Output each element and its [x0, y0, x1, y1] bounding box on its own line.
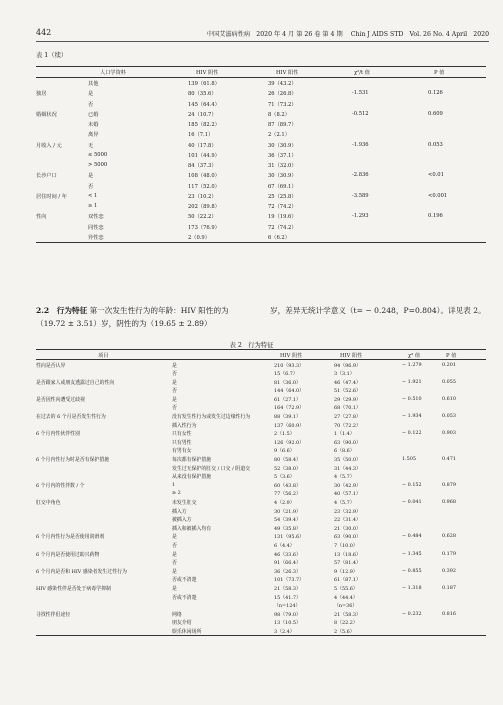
- header-rule: [36, 41, 489, 42]
- table-row: [36, 420, 486, 429]
- table-row: [36, 78, 486, 88]
- table-row: [36, 446, 486, 455]
- page-number: 442: [36, 28, 52, 37]
- table2: [36, 349, 486, 636]
- table1: [36, 66, 486, 243]
- cell-p-value: 0.196: [428, 213, 443, 220]
- cell-hiv-positive: 29（29.9）: [334, 396, 361, 403]
- cell-statistic: -0.512: [352, 110, 369, 117]
- cell-category: > 5000: [88, 162, 108, 168]
- section-text-left: 第一次发生性行为的年龄：HIV 阳性的为（19.72 ± 3.51）岁，阴性的为（19.65 ± 2.89）: [36, 306, 229, 328]
- cell-label: 独居: [36, 91, 47, 98]
- cell-category: 娱乐休闲场所: [172, 628, 202, 635]
- cell-label: 是否因性向遭受过歧视: [36, 396, 85, 403]
- cell-label: 性向是否认异: [36, 362, 66, 369]
- cell-statistic: − 1.279: [402, 361, 422, 368]
- cell-hiv-positive: 7（10.0）: [334, 542, 358, 549]
- cell-p-value: <0.01: [428, 172, 444, 179]
- cell-hiv-negative: 80（58.4）: [274, 457, 301, 464]
- cell-hiv-positive: 2（5.6）: [334, 628, 355, 635]
- table-row: [36, 489, 486, 498]
- header-label: 项目: [98, 352, 109, 359]
- cell-category: 否: [88, 183, 94, 190]
- table-row: [36, 455, 486, 464]
- cell-category: 只有女性: [172, 431, 192, 438]
- cell-statistic: − 0.122: [402, 430, 422, 437]
- cell-p-value: 0.053: [428, 141, 443, 148]
- cell-statistic: -2.836: [352, 172, 369, 179]
- cell-hiv-positive: 51（52.6）: [334, 388, 361, 395]
- cell-p-value: 0.471: [442, 456, 457, 463]
- cell-category: 从来没有保护措施: [172, 474, 212, 481]
- cell-hiv-positive: 61（87.1）: [334, 577, 361, 584]
- cell-category: 是: [88, 91, 94, 98]
- cell-category: 无: [88, 142, 94, 149]
- table-row: [36, 129, 486, 139]
- cell-hiv-negative: 91（66.4）: [274, 560, 301, 567]
- table-row: [36, 170, 486, 180]
- table-row: [36, 369, 486, 378]
- cell-category: 双性恋: [88, 214, 104, 221]
- table-row: [36, 575, 486, 584]
- cell-hiv-positive: 22（31.4）: [334, 517, 361, 524]
- header-statistic: χ²/t 值: [354, 70, 370, 76]
- cell-label: 6 个月内性行为是否使用润滑剂: [36, 534, 105, 541]
- cell-hiv-negative: 2（1.5）: [274, 431, 295, 438]
- table-row: [36, 592, 486, 601]
- cell-hiv-positive: 21（58.3）: [334, 611, 361, 618]
- table-row: [36, 549, 486, 558]
- table-row: [36, 88, 486, 98]
- cell-label: 是否跟家人或朋友透露过自己的性向: [36, 379, 115, 386]
- cell-label: 婚姻状况: [36, 111, 57, 118]
- cell-category: 有男有女: [172, 448, 192, 455]
- table-row: [36, 463, 486, 472]
- cell-statistic: − 1.318: [402, 584, 422, 591]
- cell-hiv-positive: 8（22.2）: [334, 620, 358, 627]
- cell-p-value: 0.610: [442, 395, 457, 402]
- cell-category: 被插入方: [172, 517, 192, 524]
- cell-category: 是: [172, 534, 177, 541]
- cell-p-value: 0.055: [442, 378, 457, 385]
- cell-hiv-positive: 67（69.1）: [268, 183, 297, 190]
- cell-hiv-positive: 87（89.7）: [268, 122, 297, 128]
- section-left-column: [36, 304, 246, 330]
- cell-hiv-positive: 4（5.7）: [334, 474, 355, 481]
- section-right-column: [270, 304, 490, 317]
- cell-category: 插入和被插入均有: [172, 525, 212, 532]
- cell-category: 网络: [172, 611, 182, 618]
- table-row: [36, 506, 486, 515]
- cell-p-value: 0.903: [442, 430, 457, 437]
- cell-hiv-negative: 9（6.6）: [274, 448, 295, 455]
- cell-hiv-negative: 126（92.0）: [274, 439, 305, 446]
- cell-hiv-negative: 101（73.7）: [274, 577, 305, 584]
- cell-hiv-negative: 3（2.4）: [274, 628, 295, 635]
- cell-hiv-positive: 70（72.2）: [334, 422, 361, 429]
- cell-p-value: <0.001: [428, 192, 448, 199]
- table-row: [36, 160, 486, 170]
- cell-category: 每次都有保护措施: [172, 457, 212, 464]
- cell-category: 同性恋: [88, 224, 104, 231]
- cell-category: 否或不清楚: [172, 594, 197, 601]
- table1-caption: 表 1（续）: [36, 52, 68, 59]
- cell-statistic: − 1.934: [402, 413, 422, 420]
- cell-statistic: − 1.345: [402, 550, 422, 557]
- cell-category: ≥ 1: [88, 203, 98, 209]
- cell-hiv-positive: （n=36）: [334, 603, 358, 610]
- cell-category: ≥ 2: [172, 490, 181, 497]
- cell-hiv-positive: 8（8.2）: [268, 111, 290, 118]
- table-row: [36, 429, 486, 438]
- cell-label: 在过去的 6 个月是否发生性行为: [36, 414, 106, 421]
- cell-label: 居住时间 / 年: [36, 193, 67, 200]
- cell-hiv-negative: 24（10.7）: [188, 111, 217, 118]
- cell-category: 朋友介绍: [172, 620, 192, 627]
- table-row: [36, 119, 486, 129]
- table-row: [36, 626, 486, 635]
- cell-hiv-positive: 30（30.9）: [268, 173, 297, 180]
- cell-hiv-positive: 3（3.1）: [334, 371, 355, 378]
- cell-hiv-positive: 68（70.1）: [334, 405, 361, 412]
- cell-hiv-positive: 31（44.3）: [334, 465, 361, 472]
- cell-hiv-negative: 80（35.6）: [188, 91, 217, 98]
- cell-hiv-positive: 4（44.4）: [334, 594, 358, 601]
- cell-hiv-negative: 101（44.9）: [188, 152, 220, 159]
- cell-label: 6 个月内性行为时是否有保护措施: [36, 457, 110, 464]
- cell-statistic: -3.589: [352, 192, 369, 199]
- cell-category: 发生过无保护的肛交 / 口交 / 阴道交: [172, 465, 250, 472]
- cell-statistic: -1.936: [352, 141, 369, 148]
- t2-header-row: [36, 350, 486, 360]
- cell-hiv-negative: 84（37.3）: [188, 163, 217, 169]
- header-statistic: χ² 值: [408, 352, 421, 359]
- cell-p-value: 0.968: [442, 499, 457, 505]
- cell-category: 是: [172, 551, 177, 558]
- cell-category: 是: [88, 173, 94, 180]
- cell-statistic: − 0.484: [402, 533, 422, 540]
- table-row: [36, 140, 486, 150]
- cell-hiv-positive: 63（90.0）: [334, 534, 361, 541]
- cell-hiv-positive: 27（27.8）: [334, 414, 361, 421]
- cell-hiv-negative: 16（7.1）: [188, 132, 214, 139]
- cell-hiv-negative: 40（17.8）: [188, 142, 217, 149]
- cell-label: 寻找性伴侣途径: [36, 611, 71, 618]
- table-row: [36, 472, 486, 481]
- cell-hiv-positive: 30（42.9）: [334, 482, 361, 489]
- cell-hiv-negative: 61（27.1）: [274, 396, 301, 403]
- cell-category: 未发生肛交: [172, 500, 197, 506]
- cell-p-value: 0.816: [442, 610, 457, 617]
- cell-p-value: 0.126: [428, 90, 443, 97]
- cell-hiv-negative: 2（0.9）: [188, 234, 210, 241]
- cell-statistic: − 0.041: [402, 499, 422, 505]
- cell-hiv-positive: 25（25.8）: [268, 193, 297, 200]
- cell-category: 否: [172, 371, 177, 378]
- header-hiv-negative: HIV 阴性: [280, 352, 303, 359]
- section-heading: 2.2 行为特征: [36, 306, 88, 315]
- cell-label: 肛交中角色: [36, 500, 61, 506]
- cell-label: 6 个月内是否使用过助兴药物: [36, 551, 100, 558]
- cell-p-value: 0.879: [442, 481, 457, 488]
- cell-category: 否或不清楚: [172, 577, 197, 584]
- table-row: [36, 360, 486, 369]
- cell-hiv-positive: 31（32.0）: [268, 163, 297, 169]
- cell-hiv-negative: （n=124）: [274, 603, 301, 610]
- table-row: [36, 150, 486, 160]
- cell-hiv-negative: 54（39.4）: [274, 517, 301, 524]
- table-row: [36, 394, 486, 403]
- cell-hiv-positive: 2（2.1）: [268, 132, 290, 139]
- cell-hiv-positive: 23（32.9）: [334, 508, 361, 515]
- cell-category: 是: [172, 396, 177, 403]
- cell-category: 未婚: [88, 122, 99, 128]
- header-p-value: P 值: [434, 70, 445, 76]
- cell-hiv-negative: 98（79.0）: [274, 611, 301, 618]
- table-row: [36, 601, 486, 610]
- cell-category: 是: [172, 568, 177, 575]
- cell-hiv-negative: 145（64.4）: [188, 101, 220, 108]
- journal-header-text: 中国艾滋病性病 2020 年 4 月 第 26 卷 第 4 期 Chin J AIDS STD Vol. 26 No. 4 April 2020: [206, 31, 489, 38]
- cell-category: 否: [172, 542, 177, 549]
- cell-hiv-negative: 6（4.4）: [274, 542, 295, 549]
- table-row: [36, 558, 486, 567]
- table-row: [36, 583, 486, 592]
- table2-caption: 表 2 行为特征: [229, 342, 274, 349]
- t1-header-row: [36, 67, 486, 78]
- cell-p-value: 0.201: [442, 361, 457, 368]
- table-row: [36, 403, 486, 412]
- cell-hiv-positive: 72（74.2）: [268, 224, 297, 231]
- cell-label: 长沙户口: [36, 173, 57, 180]
- cell-hiv-positive: 6（6.2）: [268, 234, 290, 241]
- table-row: [36, 232, 486, 242]
- cell-category: 否: [172, 388, 177, 395]
- cell-statistic: − 0.152: [402, 481, 422, 488]
- table-row: [36, 99, 486, 109]
- cell-hiv-negative: 173（76.9）: [188, 224, 220, 231]
- cell-category: 离异: [88, 132, 99, 139]
- cell-category: 只有男性: [172, 439, 192, 446]
- header-label: 人口学资料: [100, 70, 126, 76]
- cell-hiv-positive: 6（8.6）: [334, 448, 355, 455]
- cell-label: 6 个月内性伙伴性别: [36, 431, 80, 438]
- cell-hiv-positive: 26（26.8）: [268, 91, 297, 98]
- cell-hiv-negative: 13（10.5）: [274, 620, 301, 627]
- cell-category: < 1: [88, 192, 98, 199]
- section-text-right: 岁，差异无统计学意义（t= − 0.248，P=0.804）。详见表 2。: [270, 306, 486, 315]
- table-row: [36, 412, 486, 421]
- cell-hiv-negative: 4（2.9）: [274, 500, 295, 506]
- cell-hiv-negative: 23（10.2）: [188, 193, 217, 200]
- table-row: [36, 523, 486, 532]
- cell-statistic: − 0.510: [402, 395, 422, 402]
- cell-statistic: − 0.855: [402, 567, 422, 574]
- header-hiv-negative: HIV 阴性: [196, 70, 219, 76]
- cell-category: ≤ 5000: [88, 151, 108, 158]
- cell-hiv-positive: 30（30.9）: [268, 142, 297, 149]
- cell-hiv-positive: 94（96.9）: [334, 362, 361, 369]
- cell-category: 其他: [88, 81, 99, 87]
- cell-statistic: − 0.232: [402, 610, 422, 617]
- cell-hiv-negative: 60（43.8）: [274, 482, 301, 489]
- table-row: [36, 377, 486, 386]
- cell-hiv-negative: 15（6.7）: [274, 371, 298, 378]
- table-row: [36, 566, 486, 575]
- cell-label: HIV 感染性伴是否处于病毒学抑制: [36, 585, 111, 592]
- table-row: [36, 540, 486, 549]
- cell-hiv-negative: 5（3.6）: [274, 474, 295, 481]
- table-row: [36, 181, 486, 191]
- cell-p-value: 0.187: [442, 584, 457, 591]
- table-row: [36, 480, 486, 489]
- cell-category: 1: [172, 481, 176, 488]
- cell-hiv-positive: 9（12.9）: [334, 568, 358, 575]
- table-row: [36, 109, 486, 119]
- cell-p-value: 0.053: [442, 413, 457, 420]
- running-header: [36, 28, 489, 40]
- cell-category: 已婚: [88, 111, 99, 118]
- cell-hiv-negative: 202（89.8）: [188, 204, 220, 210]
- cell-hiv-positive: 4（5.7）: [334, 500, 355, 506]
- table-row: [36, 386, 486, 395]
- table-row: [36, 618, 486, 627]
- cell-hiv-negative: 88（39.1）: [274, 414, 301, 421]
- cell-hiv-negative: 21（58.3）: [274, 585, 301, 592]
- table-row: [36, 191, 486, 201]
- cell-p-value: 0.179: [442, 550, 457, 557]
- cell-hiv-negative: 49（35.8）: [274, 525, 301, 532]
- cell-hiv-positive: 72（74.2）: [268, 204, 297, 210]
- cell-category: 否: [172, 405, 177, 412]
- cell-hiv-negative: 77（56.2）: [274, 491, 301, 498]
- cell-hiv-negative: 15（41.7）: [274, 594, 301, 601]
- cell-hiv-positive: 5（55.6）: [334, 585, 358, 592]
- cell-hiv-positive: 57（81.4）: [334, 560, 361, 567]
- cell-category: 是: [172, 585, 177, 592]
- cell-hiv-negative: 52（38.0）: [274, 465, 301, 472]
- cell-hiv-negative: 139（61.8）: [188, 81, 220, 87]
- cell-statistic: -1.531: [352, 90, 369, 97]
- cell-label: 6 个月内的性伴数 / 个: [36, 482, 85, 489]
- cell-statistic: − 1.921: [402, 378, 422, 385]
- cell-hiv-positive: 39（43.2）: [268, 81, 297, 87]
- header-p-value: P 值: [446, 352, 457, 359]
- cell-category: 插入性行为: [172, 422, 197, 429]
- cell-hiv-negative: 131（95.6）: [274, 534, 305, 541]
- cell-p-value: 0.628: [442, 533, 457, 540]
- table-row: [36, 211, 486, 221]
- cell-category: 没有发生性行为或发生过边缘性行为: [172, 414, 251, 421]
- cell-label: 月收入 / 元: [36, 142, 62, 149]
- cell-p-value: 0.609: [428, 110, 443, 117]
- cell-hiv-negative: 50（22.2）: [188, 214, 217, 221]
- cell-hiv-positive: 71（73.2）: [268, 101, 297, 108]
- cell-hiv-negative: 108（48.0）: [188, 173, 220, 180]
- cell-hiv-positive: 63（90.0）: [334, 439, 361, 446]
- cell-statistic: 1.505: [402, 456, 417, 463]
- cell-category: 是: [172, 379, 177, 386]
- cell-category: 插入方: [172, 508, 187, 515]
- cell-hiv-positive: 19（19.6）: [268, 214, 297, 221]
- cell-hiv-negative: 185（82.2）: [188, 122, 220, 128]
- cell-hiv-negative: 164（72.9）: [274, 405, 305, 412]
- cell-category: 否: [88, 101, 94, 108]
- cell-hiv-negative: 137（60.9）: [274, 422, 305, 429]
- cell-label: 6 个月内是否和 HIV 感染者发生过性行为: [36, 568, 127, 575]
- cell-hiv-negative: 144（64.0）: [274, 388, 305, 395]
- cell-hiv-negative: 30（21.9）: [274, 508, 301, 515]
- table-row: [36, 532, 486, 541]
- table-row: [36, 498, 486, 507]
- table-row: [36, 201, 486, 211]
- cell-hiv-positive: 40（57.1）: [334, 491, 361, 498]
- table-row: [36, 609, 486, 618]
- cell-category: 是: [172, 362, 177, 369]
- header-hiv-positive: HIV 阳性: [276, 70, 299, 76]
- cell-category: 否: [172, 560, 177, 567]
- cell-hiv-negative: 117（52.0）: [188, 183, 220, 190]
- table-row: [36, 222, 486, 232]
- cell-hiv-positive: 13（18.6）: [334, 551, 361, 558]
- cell-p-value: 0.392: [442, 567, 457, 574]
- cell-hiv-negative: 210（93.3）: [274, 362, 305, 369]
- header-hiv-positive: HIV 阳性: [340, 352, 363, 359]
- cell-hiv-positive: 35（50.0）: [334, 457, 361, 464]
- cell-hiv-negative: 81（36.0）: [274, 379, 301, 386]
- table-row: [36, 515, 486, 524]
- cell-label: 性向: [36, 214, 47, 221]
- cell-hiv-positive: 46（47.4）: [334, 379, 361, 386]
- cell-hiv-positive: 21（30.0）: [334, 525, 361, 532]
- cell-statistic: -1.293: [352, 213, 369, 220]
- cell-hiv-negative: 46（33.6）: [274, 551, 301, 558]
- cell-hiv-negative: 36（26.3）: [274, 568, 301, 575]
- table-row: [36, 437, 486, 446]
- cell-category: 异性恋: [88, 234, 104, 241]
- cell-hiv-positive: 36（37.1）: [268, 152, 297, 159]
- cell-hiv-positive: 1（1.4）: [334, 431, 355, 438]
